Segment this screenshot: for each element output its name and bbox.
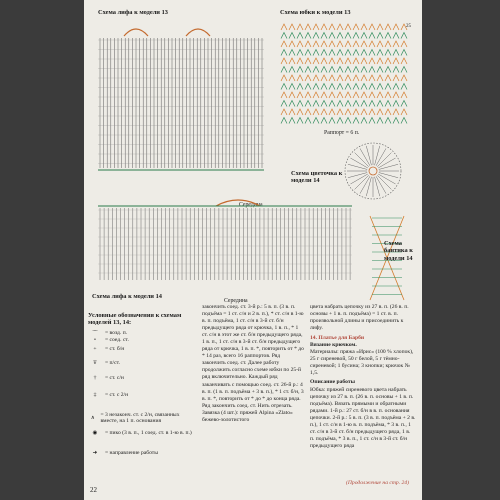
fan-stitch <box>401 109 407 115</box>
fan-stitch <box>329 50 335 56</box>
tools-heading: Вязание крючком. <box>310 342 357 349</box>
fan-stitch <box>297 84 303 90</box>
fan-stitch <box>321 33 327 39</box>
materials-text: Материалы: пряжа «Ирис» (100 % хлопок), 25 г сиреневой, 50 г белой, 5 г тёмно-сиреневой; 1 бусина; 3 кнопки; крючок № 1,5. <box>310 349 414 377</box>
fan-stitch <box>321 84 327 90</box>
fan-stitch <box>337 41 343 47</box>
fan-stitch <box>369 50 375 56</box>
legend-symbol: ∧ <box>90 415 95 421</box>
bow14-title: Схема бантика к модели 14 <box>384 240 413 262</box>
fan-stitch <box>377 101 383 107</box>
fan-stitch <box>305 75 311 81</box>
instructions-text: закончить соед. ст. 3-й р.: 5 в. п. (3 в. п. подъёма = 1 ст. с/н и 2 в. п.), * ст. с/н в 1-ю в. п. подъёма, 1 ст. с/н в 3-й ст. б/н предыдущего ряда от крючка, 1 в. п., * 1 ст. с/н в этот же ст. б/н предыдущего ряда, 1 в. п., 1 ст. с/н в 3-й ст. б/н предыдущего ряда от крючка, 1 в. п. *, повторить от * до * 14 раз, всего 16 раппортов. Ряд закончить соед. ст. Далее работу продолжить согласно схеме юбки по 25-й ряд включительно. Каждый ряд заканчивать с помощью соед. ст. 26-й р.: 4 в. п. (1 в. п. подъёма + 3 в. п.), * 1 ст. б/н, 3 в. п. *, повторить от * до * до конца ряда. Ряд закончить соед. ст. Нить отрезать. Завязка (4 шт.): пряжей Alpina «Zlato» бежево-золотистого <box>202 304 304 423</box>
fan-stitch <box>281 84 287 90</box>
legend-symbol: ⌒ <box>92 331 98 337</box>
fan-stitch <box>393 75 399 81</box>
tie-text: цвета набрать цепочку из 27 в. п. (26 в. п. основы + 1 в. п. подъёма) = 1 ст. в. п. произвольной длины и присоединить к лифу. <box>310 304 409 332</box>
fan-stitch <box>353 75 359 81</box>
fan-stitch <box>377 33 383 39</box>
fan-stitch <box>281 75 287 81</box>
fan-stitch <box>305 118 311 124</box>
fan-stitch <box>361 67 367 73</box>
fan-stitch <box>385 58 391 64</box>
flower-spoke <box>375 177 380 196</box>
fan-stitch <box>329 33 335 39</box>
fan-stitch <box>401 92 407 98</box>
fan-stitch <box>321 50 327 56</box>
fan-stitch <box>377 75 383 81</box>
fan-stitch <box>345 109 351 115</box>
legend-symbol: + <box>93 346 97 352</box>
fan-stitch <box>329 75 335 81</box>
fan-stitch <box>369 84 375 90</box>
fan-stitch <box>337 84 343 90</box>
fan-stitch <box>313 101 319 107</box>
flower-spoke <box>379 173 398 178</box>
bodice14-center-top: Середина <box>239 202 263 208</box>
fan-stitch <box>297 67 303 73</box>
fan-stitch <box>281 109 287 115</box>
fan-stitch <box>337 50 343 56</box>
fan-stitch <box>353 41 359 47</box>
fan-stitch <box>337 58 343 64</box>
fan-stitch <box>361 33 367 39</box>
fan-stitch <box>313 58 319 64</box>
fan-stitch <box>281 67 287 73</box>
fan-stitch <box>353 109 359 115</box>
fan-stitch <box>345 84 351 90</box>
fan-stitch <box>281 41 287 47</box>
legend-symbol: ➜ <box>92 450 98 456</box>
continued-note: (Продолжение на стр. 24) <box>346 480 409 486</box>
flower-spoke <box>366 177 371 196</box>
fan-stitch <box>401 41 407 47</box>
fan-stitch <box>369 101 375 107</box>
fan-stitch <box>377 92 383 98</box>
fan-stitch <box>385 33 391 39</box>
fan-stitch <box>345 75 351 81</box>
legend-symbol: ‡ <box>93 392 97 398</box>
bodice14-title: Схема лифа к модели 14 <box>92 293 162 300</box>
fan-stitch <box>297 50 303 56</box>
fan-stitch <box>313 84 319 90</box>
fan-stitch <box>361 24 367 30</box>
fan-stitch <box>385 24 391 30</box>
fan-stitch <box>321 58 327 64</box>
fan-stitch <box>305 58 311 64</box>
fan-stitch <box>329 109 335 115</box>
legend-item <box>88 346 196 352</box>
bodice14-center-bottom: Середина <box>224 298 248 304</box>
fan-stitch <box>401 33 407 39</box>
skirt13-diagram <box>276 18 414 126</box>
fan-stitch <box>377 41 383 47</box>
skirt13-rapport: Раппорт = 6 п. <box>324 130 360 136</box>
fan-stitch <box>361 92 367 98</box>
fan-stitch <box>345 118 351 124</box>
fan-stitch <box>369 24 375 30</box>
fan-stitch <box>353 33 359 39</box>
flower-spoke <box>379 164 398 169</box>
legend-item <box>88 329 196 337</box>
page-number: 22 <box>90 486 97 494</box>
legend-text: = соед. ст. <box>105 337 129 343</box>
fan-stitch <box>313 41 319 47</box>
legend-item <box>88 360 196 366</box>
fan-stitch <box>281 24 287 30</box>
fan-stitch <box>297 92 303 98</box>
fan-stitch <box>321 75 327 81</box>
fan-stitch <box>313 33 319 39</box>
fan-stitch <box>369 33 375 39</box>
fan-stitch <box>385 84 391 90</box>
fan-stitch <box>305 84 311 90</box>
legend-symbol: • <box>94 337 96 343</box>
fan-stitch <box>377 58 383 64</box>
fan-stitch <box>345 24 351 30</box>
fan-stitch <box>337 101 343 107</box>
fan-stitch <box>305 67 311 73</box>
fan-stitch <box>377 24 383 30</box>
legend-item <box>88 375 196 381</box>
fan-stitch <box>329 58 335 64</box>
fan-stitch <box>353 50 359 56</box>
flower14-title: Схема цветочка к модели 14 <box>291 170 343 185</box>
magazine-page <box>84 0 422 500</box>
fan-stitch <box>369 58 375 64</box>
fan-stitch <box>337 92 343 98</box>
fan-stitch <box>401 118 407 124</box>
description-heading: Описание работы <box>310 379 355 386</box>
fan-stitch <box>385 101 391 107</box>
legend-symbol: Ŧ <box>93 360 97 366</box>
fan-stitch <box>361 101 367 107</box>
fan-stitch <box>281 58 287 64</box>
fan-stitch <box>401 101 407 107</box>
fan-stitch <box>305 50 311 56</box>
fan-stitch <box>281 33 287 39</box>
fan-stitch <box>297 109 303 115</box>
fan-stitch <box>305 24 311 30</box>
fan-stitch <box>393 101 399 107</box>
fan-stitch <box>385 109 391 115</box>
fan-stitch <box>345 41 351 47</box>
fan-stitch <box>297 101 303 107</box>
fan-stitch <box>369 92 375 98</box>
fan-stitch <box>369 67 375 73</box>
fan-stitch <box>393 50 399 56</box>
fan-stitch <box>369 75 375 81</box>
fan-stitch <box>353 84 359 90</box>
bodice13-diagram <box>94 18 266 178</box>
fan-stitch <box>361 58 367 64</box>
fan-stitch <box>385 118 391 124</box>
fan-stitch <box>297 58 303 64</box>
fan-stitch <box>345 58 351 64</box>
fan-stitch <box>361 109 367 115</box>
fan-stitch <box>329 101 335 107</box>
fan-stitch <box>329 24 335 30</box>
armhole-arc <box>186 29 210 36</box>
fan-stitch <box>361 118 367 124</box>
bodice14-diagram <box>96 194 354 290</box>
fan-stitch <box>401 67 407 73</box>
legend-text: = ст. с 2/н <box>105 392 129 398</box>
fan-stitch <box>297 75 303 81</box>
fan-stitch <box>305 41 311 47</box>
fan-stitch <box>321 101 327 107</box>
text-column-2 <box>310 304 416 450</box>
fan-stitch <box>281 50 287 56</box>
fan-stitch <box>353 67 359 73</box>
fan-stitch <box>321 92 327 98</box>
legend-text: = п/ст. <box>105 360 121 366</box>
fan-stitch <box>401 58 407 64</box>
fan-stitch <box>289 24 295 30</box>
flower-center <box>369 167 377 175</box>
flower-spoke <box>375 146 380 165</box>
fan-stitch <box>289 75 295 81</box>
skirt13-title: Схема юбки к модели 13 <box>280 9 351 16</box>
fan-stitch <box>289 41 295 47</box>
skirt-text: Юбка: пряжей сиреневого цвета набрать цепочку из 27 в. п. (26 в. п. основы + 1 в. п. подъёма). Вязать прямыми и обратными рядами. 1-й р.: 27 ст. б/н в в. п. основания цепочки. 2-й р.: 5 в. п. (3 в. п. подъёма + 2 в. п.), 1 ст. с/н в 1-ю в. п. подъёма, * 3 в. п., 1 ст. с/н в 3-й ст. б/н предыдущего ряда, 1 в. п. подъёма, * 3 в. п., 1 ст. с/н в 3-й ст. б/н предыдущего ряда <box>310 386 416 449</box>
fan-stitch <box>313 75 319 81</box>
fan-stitch <box>305 109 311 115</box>
fan-stitch <box>321 67 327 73</box>
legend-item <box>88 430 196 436</box>
fan-stitch <box>337 109 343 115</box>
fan-stitch <box>377 50 383 56</box>
fan-stitch <box>393 118 399 124</box>
fan-stitch <box>321 109 327 115</box>
fan-stitch <box>337 67 343 73</box>
fan-stitch <box>353 58 359 64</box>
top-arc <box>216 200 260 206</box>
fan-stitch <box>289 50 295 56</box>
legend-text: = пико (3 в. п., 1 соед. ст. в 1-ю в. п.) <box>105 430 192 436</box>
flower-spoke <box>348 164 367 169</box>
fan-stitch <box>289 118 295 124</box>
legend-text: = направление работы <box>105 450 158 456</box>
fan-stitch <box>321 24 327 30</box>
flower14-diagram <box>342 140 404 202</box>
fan-stitch <box>369 41 375 47</box>
fan-stitch <box>361 50 367 56</box>
fan-stitch <box>305 33 311 39</box>
fan-stitch <box>345 50 351 56</box>
fan-stitch <box>289 109 295 115</box>
fan-stitch <box>313 24 319 30</box>
fan-stitch <box>281 101 287 107</box>
fan-stitch <box>329 84 335 90</box>
fan-stitch <box>401 84 407 90</box>
fan-stitch <box>377 118 383 124</box>
fan-stitch <box>313 109 319 115</box>
fan-stitch <box>361 75 367 81</box>
fan-stitch <box>353 24 359 30</box>
fan-stitch <box>329 118 335 124</box>
fan-stitch <box>377 84 383 90</box>
fan-stitch <box>289 67 295 73</box>
fan-stitch <box>297 118 303 124</box>
fan-stitch <box>321 118 327 124</box>
fan-stitch <box>281 118 287 124</box>
fan-stitch <box>289 84 295 90</box>
legend-symbol: ◉ <box>92 430 98 436</box>
fan-stitch <box>393 41 399 47</box>
fan-stitch <box>353 118 359 124</box>
fan-stitch <box>289 33 295 39</box>
fan-stitch <box>297 33 303 39</box>
fan-stitch <box>289 58 295 64</box>
fan-stitch <box>337 33 343 39</box>
flower-spoke <box>348 173 367 178</box>
fan-stitch <box>313 67 319 73</box>
fan-stitch <box>393 84 399 90</box>
fan-stitch <box>401 50 407 56</box>
legend-item <box>88 450 196 456</box>
fan-stitch <box>369 109 375 115</box>
fan-stitch <box>393 58 399 64</box>
legend-title: Условные обозначения к схемам моделей 13, 14: <box>88 312 182 327</box>
fan-stitch <box>329 67 335 73</box>
fan-stitch <box>377 109 383 115</box>
fan-stitch <box>345 92 351 98</box>
fan-stitch <box>385 41 391 47</box>
fan-stitch <box>337 118 343 124</box>
fan-stitch <box>361 41 367 47</box>
fan-stitch <box>337 24 343 30</box>
fan-stitch <box>377 67 383 73</box>
fan-stitch <box>385 92 391 98</box>
fan-stitch <box>305 101 311 107</box>
fan-stitch <box>385 67 391 73</box>
fan-stitch <box>289 101 295 107</box>
fan-stitch <box>321 41 327 47</box>
legend-text: = возд. п. <box>105 330 128 336</box>
legend-item <box>88 412 196 424</box>
legend-text: = ст. с/н <box>105 375 124 381</box>
fan-stitch <box>369 118 375 124</box>
fan-stitch <box>297 41 303 47</box>
fan-stitch <box>385 75 391 81</box>
fan-stitch <box>353 92 359 98</box>
fan-stitch <box>401 75 407 81</box>
fan-stitch <box>361 84 367 90</box>
fan-stitch <box>313 50 319 56</box>
fan-stitch <box>393 92 399 98</box>
fan-stitch <box>329 41 335 47</box>
text-column-1 <box>202 304 304 424</box>
fan-stitch <box>345 101 351 107</box>
fan-stitch <box>393 67 399 73</box>
fan-stitch <box>393 109 399 115</box>
legend-item <box>88 392 196 398</box>
fan-stitch <box>313 92 319 98</box>
fan-stitch <box>385 50 391 56</box>
skirt13-row-number: 25 <box>406 24 411 29</box>
fan-stitch <box>281 92 287 98</box>
flower-spoke <box>366 146 371 165</box>
fan-stitch <box>337 75 343 81</box>
fan-stitch <box>305 92 311 98</box>
fan-stitch <box>393 24 399 30</box>
legend-item <box>88 337 196 343</box>
fan-stitch <box>345 33 351 39</box>
fan-stitch <box>313 118 319 124</box>
armhole-arc <box>124 29 148 36</box>
legend-symbol: † <box>93 375 97 381</box>
fan-stitch <box>353 101 359 107</box>
legend-text: = 3 незаконч. ст. с 2/н, связанных вместе, на 1 п. основания <box>100 412 180 424</box>
bodice13-title: Схема лифа к модели 13 <box>98 9 168 16</box>
fan-stitch <box>289 92 295 98</box>
fan-stitch <box>329 92 335 98</box>
model14-heading: 14. Платье для Барби <box>310 335 365 342</box>
fan-stitch <box>393 33 399 39</box>
legend-text: = ст. б/н <box>105 346 125 352</box>
fan-stitch <box>297 24 303 30</box>
fan-stitch <box>345 67 351 73</box>
